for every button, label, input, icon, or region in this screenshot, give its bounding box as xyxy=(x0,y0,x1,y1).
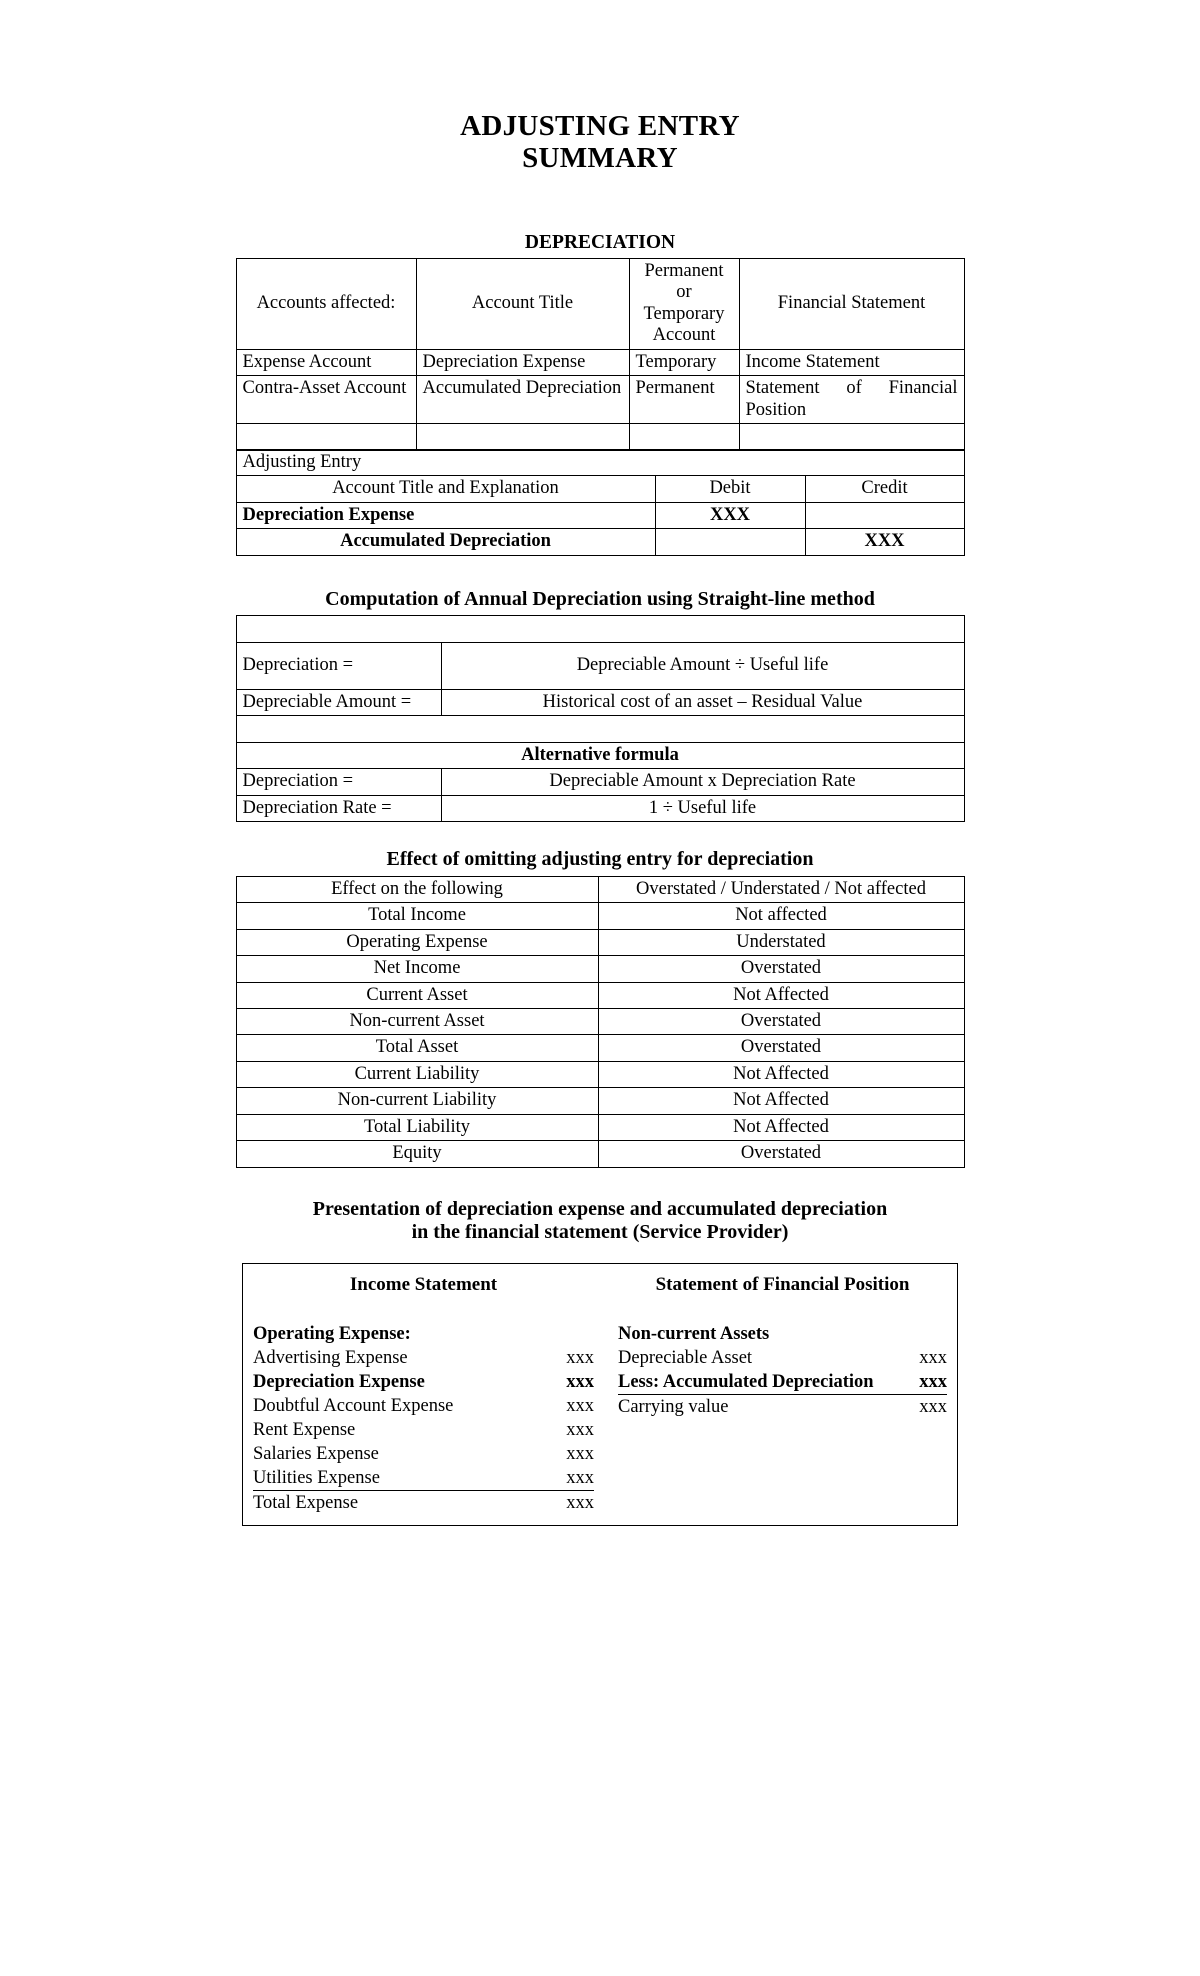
expense-amount: xxx xyxy=(566,1396,594,1416)
table-row xyxy=(236,1061,964,1087)
adjusting-entry-table xyxy=(236,449,965,556)
effect-value: Understated xyxy=(598,929,964,955)
asset-label: Less: Accumulated Depreciation xyxy=(618,1371,874,1392)
header-effect-value: Overstated / Understated / Not affected xyxy=(598,876,964,902)
formula-row xyxy=(236,642,964,689)
header-account-title: Account Title xyxy=(416,258,629,349)
journal-row xyxy=(236,502,964,528)
expense-label: Rent Expense xyxy=(253,1420,356,1441)
table-row xyxy=(236,376,964,424)
effect-table xyxy=(236,876,965,1168)
asset-amount: xxx xyxy=(919,1347,947,1368)
income-statement-column xyxy=(253,1274,600,1515)
journal-debit-amount xyxy=(655,529,805,555)
effect-item: Total Liability xyxy=(236,1114,598,1140)
presentation-heading-line-2: in the financial statement (Service Provider) xyxy=(411,1221,789,1244)
expense-line xyxy=(253,1370,594,1394)
presentation-section xyxy=(0,1198,1200,1527)
expense-label: Advertising Expense xyxy=(253,1347,408,1368)
expense-line xyxy=(253,1466,594,1491)
computation-table xyxy=(236,615,965,822)
effect-item: Non-current Asset xyxy=(236,1008,598,1034)
table-row xyxy=(236,1035,964,1061)
effect-value: Not affected xyxy=(598,903,964,929)
effect-value: Overstated xyxy=(598,1035,964,1061)
expense-line xyxy=(253,1442,594,1466)
effect-item: Total Asset xyxy=(236,1035,598,1061)
financial-position-column xyxy=(600,1274,947,1515)
cell-financial-statement: Statement of Financial Position xyxy=(739,376,964,424)
cell-permanent-or-temporary: Permanent xyxy=(629,376,739,424)
header-accounts-affected: Accounts affected: xyxy=(236,258,416,349)
header-financial-statement: Financial Statement xyxy=(739,258,964,349)
expense-amount: xxx xyxy=(566,1444,594,1465)
asset-label: Carrying value xyxy=(618,1397,729,1417)
cell-blank xyxy=(416,424,629,450)
asset-line xyxy=(618,1395,947,1419)
asset-line xyxy=(618,1370,947,1395)
header-debit: Debit xyxy=(655,476,805,502)
header-effect-item: Effect on the following xyxy=(236,876,598,902)
effect-value: Not Affected xyxy=(598,1088,964,1114)
table-row xyxy=(236,349,964,375)
cell-permanent-or-temporary: Temporary xyxy=(629,349,739,375)
effect-value: Overstated xyxy=(598,1008,964,1034)
formula-value-depreciation: Depreciable Amount ÷ Useful life xyxy=(441,642,964,689)
computation-heading: Computation of Annual Depreciation using Straight-line method xyxy=(325,587,875,610)
total-expense-amount: xxx xyxy=(566,1493,594,1514)
cell-blank xyxy=(236,616,964,642)
expense-line xyxy=(253,1418,594,1442)
table-row-blank xyxy=(236,424,964,450)
expense-label: Depreciation Expense xyxy=(253,1371,425,1392)
journal-row xyxy=(236,529,964,555)
alternative-formula-heading: Alternative formula xyxy=(236,742,964,768)
formula-value-depreciable-amount: Historical cost of an asset – Residual Value xyxy=(441,689,964,715)
effect-item: Current Asset xyxy=(236,982,598,1008)
alt-formula-value-depreciation: Depreciable Amount x Depreciation Rate xyxy=(441,769,964,795)
cell-blank xyxy=(739,424,964,450)
expense-amount: xxx xyxy=(566,1420,594,1441)
presentation-heading-line-1: Presentation of depreciation expense and accumulated depreciation xyxy=(312,1197,888,1220)
total-expense-line xyxy=(253,1491,594,1515)
table-row xyxy=(236,982,964,1008)
effect-header-row xyxy=(236,876,964,902)
effect-item: Equity xyxy=(236,1141,598,1167)
header-account-explanation: Account Title and Explanation xyxy=(236,476,655,502)
computation-section xyxy=(0,588,1200,822)
effect-item: Operating Expense xyxy=(236,929,598,955)
asset-label: Depreciable Asset xyxy=(618,1347,753,1368)
asset-amount: xxx xyxy=(919,1371,947,1392)
alt-formula-label-depreciation-rate: Depreciation Rate = xyxy=(236,795,441,821)
table-row xyxy=(236,1114,964,1140)
effect-item: Net Income xyxy=(236,956,598,982)
table-row xyxy=(236,1088,964,1114)
page-title xyxy=(0,110,1200,175)
presentation-heading xyxy=(0,1198,1200,1245)
table-row-blank xyxy=(236,616,964,642)
journal-account-credit-side: Accumulated Depreciation xyxy=(236,529,655,555)
header-permanent-or-temporary: Permanent or Temporary Account xyxy=(629,258,739,349)
formula-label-depreciation: Depreciation = xyxy=(236,642,441,689)
expense-label: Doubtful Account Expense xyxy=(253,1396,454,1416)
table-row-blank xyxy=(236,716,964,742)
financial-position-title: Statement of Financial Position xyxy=(655,1273,910,1295)
expense-label: Utilities Expense xyxy=(253,1468,380,1489)
income-statement-title: Income Statement xyxy=(349,1273,498,1295)
depreciation-section xyxy=(0,231,1200,556)
adjusting-entry-label: Adjusting Entry xyxy=(236,449,964,475)
effect-section xyxy=(0,848,1200,1168)
expense-amount: xxx xyxy=(566,1347,594,1368)
asset-amount: xxx xyxy=(919,1397,947,1417)
cell-blank xyxy=(236,424,416,450)
effect-value: Overstated xyxy=(598,1141,964,1167)
effect-value: Not Affected xyxy=(598,982,964,1008)
effect-heading: Effect of omitting adjusting entry for depreciation xyxy=(386,848,814,871)
income-statement-group-label: Operating Expense: xyxy=(253,1323,411,1344)
cell-account-title: Accumulated Depreciation xyxy=(416,376,629,424)
cell-blank xyxy=(629,424,739,450)
expense-line xyxy=(253,1346,594,1370)
alt-formula-value-depreciation-rate: 1 ÷ Useful life xyxy=(441,795,964,821)
title-line-1: ADJUSTING ENTRY xyxy=(460,110,740,142)
depreciation-heading: DEPRECIATION xyxy=(524,231,676,253)
financial-position-group-label: Non-current Assets xyxy=(618,1323,770,1344)
formula-row xyxy=(236,769,964,795)
alternative-formula-heading-row xyxy=(236,742,964,768)
effect-item: Non-current Liability xyxy=(236,1088,598,1114)
header-credit: Credit xyxy=(805,476,964,502)
cell-blank xyxy=(236,716,964,742)
asset-line xyxy=(618,1346,947,1370)
table-row xyxy=(236,1141,964,1167)
journal-credit-amount xyxy=(805,502,964,528)
table-header-row xyxy=(236,258,964,349)
expense-amount: xxx xyxy=(566,1468,594,1489)
expense-label: Salaries Expense xyxy=(253,1444,379,1465)
effect-value: Not Affected xyxy=(598,1114,964,1140)
cell-financial-statement: Income Statement xyxy=(739,349,964,375)
expense-line xyxy=(253,1394,594,1418)
document-title-block xyxy=(0,0,1200,175)
effect-value: Overstated xyxy=(598,956,964,982)
journal-credit-amount: XXX xyxy=(805,529,964,555)
alt-formula-label-depreciation: Depreciation = xyxy=(236,769,441,795)
effect-value: Not Affected xyxy=(598,1061,964,1087)
cell-accounts-affected: Expense Account xyxy=(236,349,416,375)
title-line-2: SUMMARY xyxy=(522,142,678,175)
table-row xyxy=(236,929,964,955)
effect-item: Total Income xyxy=(236,903,598,929)
depreciation-table xyxy=(236,258,965,451)
formula-row xyxy=(236,689,964,715)
journal-header-row xyxy=(236,476,964,502)
table-row xyxy=(236,956,964,982)
expense-amount: xxx xyxy=(566,1371,594,1392)
table-row xyxy=(236,1008,964,1034)
journal-account-debit-side: Depreciation Expense xyxy=(236,502,655,528)
financial-statement-box xyxy=(242,1263,958,1526)
adjusting-entry-label-row xyxy=(236,449,964,475)
table-row xyxy=(236,903,964,929)
journal-debit-amount: XXX xyxy=(655,502,805,528)
total-expense-label: Total Expense xyxy=(253,1493,359,1514)
formula-label-depreciable-amount: Depreciable Amount = xyxy=(236,689,441,715)
effect-item: Current Liability xyxy=(236,1061,598,1087)
formula-row xyxy=(236,795,964,821)
cell-account-title: Depreciation Expense xyxy=(416,349,629,375)
cell-accounts-affected: Contra-Asset Account xyxy=(236,376,416,424)
